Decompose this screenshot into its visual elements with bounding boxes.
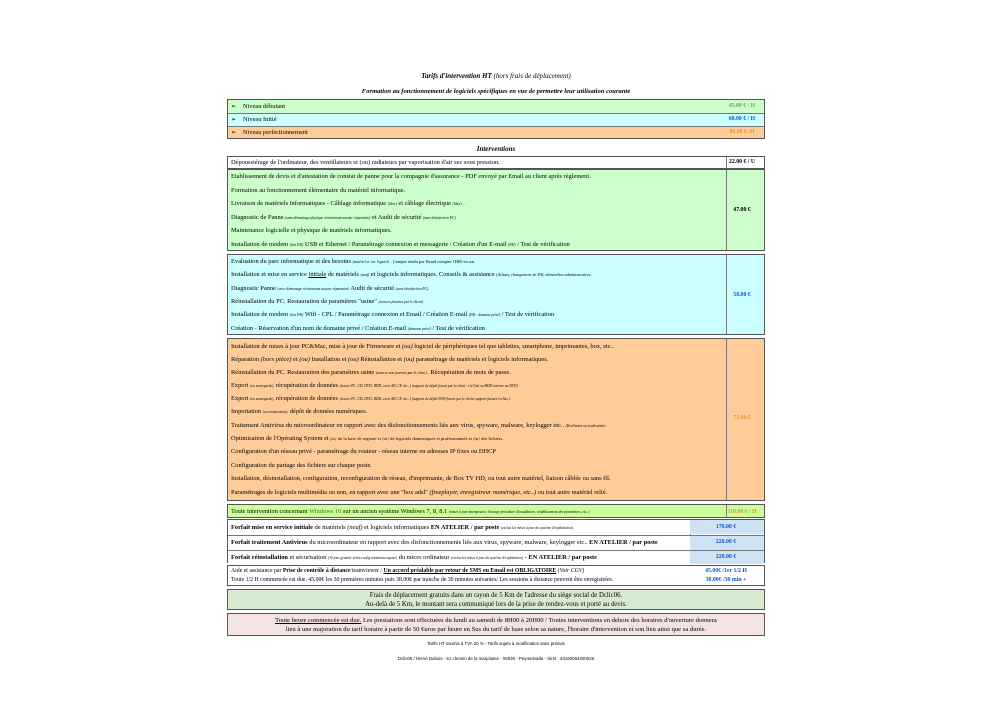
- travel-line-2: Au-delà de 5 Km, le montant sera communiqué lors de la prise de rendez-vous et porté au devis.: [365, 601, 627, 608]
- text: Importation: [231, 408, 262, 415]
- text: Diagnostic de Panne: [231, 214, 284, 221]
- text: de matériels: [327, 271, 359, 278]
- text: USB et Ethernet / Paramétrage connexion et messagerie / Création d'un E-mail: [304, 241, 507, 248]
- level-row-beginner: [228, 100, 764, 113]
- orange-line-12: [231, 489, 607, 496]
- text: Réparation: [231, 356, 260, 363]
- arrow-bullet-icon: ➢: [231, 115, 237, 123]
- text: Audit de sécurité: [350, 285, 395, 292]
- title-note: (hors frais de déplacement): [493, 72, 571, 80]
- text: et sécurisation: [289, 554, 327, 561]
- text: du micro ordinateur: [398, 554, 450, 561]
- orange-line-11: Installation, désinstallation, configuration, reconfiguration de réseau, d'imprimante, de Box TV HD, ou tout autre matériel, liaison câblée ou sans fil.: [231, 475, 611, 482]
- level-row-advanced: [228, 126, 764, 138]
- dusting-row-inner: [228, 157, 764, 168]
- orange-line-8: [231, 435, 503, 442]
- note: (ou): [299, 356, 310, 363]
- orange-price: 73.00 €: [733, 415, 751, 421]
- note: (ou): [401, 343, 413, 350]
- dusting-price: 22.00 € / U: [728, 158, 756, 165]
- text: Installation de mises à jour PC&Mac, mise à jour de Firmeware et: [231, 343, 401, 350]
- forfait-row: [228, 550, 764, 564]
- text: des fichiers.: [481, 436, 504, 441]
- page-subtitle: Formation au fonctionnement de logiciels spécifiques en vue de permettre leur utilisation courante: [361, 88, 631, 95]
- note: (exclus les mises à jour du système d'exploitation): [451, 556, 523, 560]
- forfait-text: [231, 524, 574, 531]
- text: et logiciels informatiques. Conseils & assistance: [370, 271, 495, 278]
- text: Toute intervention concernant: [231, 508, 308, 515]
- text: initiale: [308, 271, 327, 278]
- text: Wifi - CPL / Paramétrage connexion et Email / Création E-mail: [304, 311, 468, 318]
- level-price: 60.00 € / H: [728, 116, 756, 123]
- orange-line-5: [231, 395, 511, 402]
- note: (matériel et -ou- logiciel): [352, 260, 390, 264]
- text: Réinstallation et: [360, 356, 403, 363]
- forfait-text: [231, 539, 658, 546]
- forfait-price: 220.00 €: [715, 554, 737, 560]
- text: EN ATELIER / par poste: [589, 539, 658, 546]
- forfait-text: [231, 554, 597, 561]
- dusting-text: Dépoussiérage de l'ordinateur, des ventillateurs et (ou) radiateurs par vaporisation d'air sec sous pression.: [231, 158, 500, 166]
- text: récupération de données: [275, 382, 338, 389]
- orange-line-2: [231, 356, 548, 363]
- text: Forfait réinstallation: [231, 554, 288, 561]
- text: Réinstallation du PC. Restauration des paramètres usine: [231, 369, 375, 376]
- orange-line-9: Configuration d'un réseau privé - paramétrage du routeur - réseau interne en adresses IP fixes ou DHCP: [231, 448, 496, 455]
- level-label: [231, 117, 277, 123]
- text: du microordinateur en rapport avec des disfonctionnements liés aux virus, spyware, malware, keylogger etc..: [309, 539, 588, 546]
- windows-price: 110.00 € / H: [727, 509, 757, 515]
- travel-fees: [227, 589, 765, 610]
- note: (30 jour gratuite selon config minimum requise): [327, 556, 398, 560]
- text: logiciel de périphériques tel que tablettes, smartphone, imprimantes, box, etc..: [414, 343, 614, 350]
- hours-line-1: [228, 617, 764, 624]
- orange-line-7: [231, 422, 605, 429]
- text: Export: [231, 382, 249, 389]
- text: Forfait mise en service initiale: [231, 524, 313, 531]
- hours-line-2: lieu à une majoration du tarif horaire à partir de 50 €uros par heure en Sus du tarif de base selon sa nature, l'horaire d'intervention et son lieu ainsi que sa durée.: [285, 626, 707, 633]
- note: . Compte rendu par Email compter 1H00 en sus: [390, 259, 475, 264]
- note: (source PC, CD, DVD, HDD, carte SD, CF etc...) (support de dépôt NON fourni par le client, support facturé en Sus ).: [339, 397, 511, 401]
- green-line-6: [231, 241, 570, 248]
- forfaits-table: [227, 519, 765, 563]
- orange-line-4: [231, 382, 519, 389]
- note: (freeplayer, enregistreur numérique, etc..): [429, 489, 537, 496]
- travel-line-1: Frais de déplacement gratuits dans un rayon de 5 Km de l'adresse du siège social de Dclic06.: [369, 592, 623, 599]
- interventions-heading: Interventions: [476, 145, 516, 153]
- note: (sources non fournies par le client ): [375, 371, 428, 375]
- arrow-bullet-icon: ➢: [231, 102, 237, 110]
- opening-hours: [227, 613, 765, 636]
- note: (neuf): [360, 273, 370, 277]
- note: (ou sauvegarde),: [250, 397, 275, 401]
- note: (FAI): [508, 243, 516, 247]
- text: Toute heure commencée est due.: [275, 617, 362, 624]
- text: Paramétrages de logiciels multimédia ou non, en rapport avec une "box adsl": [231, 489, 428, 496]
- text: / Test de vérification: [501, 311, 555, 318]
- level-label: [231, 129, 308, 135]
- text: Installation et mise en service: [231, 271, 307, 278]
- level-row-initiated: [228, 113, 764, 126]
- text: Création - Réservation d'un nom de domaine privé / Création E-mail: [231, 325, 407, 332]
- blue-line-5: [231, 311, 554, 318]
- text: et Audit de sécurité: [371, 214, 422, 221]
- note: (sans démontage physique n'entrainant aucune réparation): [285, 216, 371, 220]
- group-orange: [227, 338, 765, 501]
- text: Evaluation du parc informatique et des besoins: [231, 258, 351, 265]
- text: Diagnostic Panne: [231, 285, 276, 292]
- note: (Achats, changement de FAI, démarches administratives,: [496, 272, 592, 277]
- text: teamviewer /: [351, 568, 383, 574]
- forfait-row: [228, 535, 764, 550]
- note: (ou): [382, 437, 389, 441]
- note: (libre): [387, 202, 397, 206]
- column-divider: [726, 157, 727, 168]
- note: (ou): [348, 356, 359, 363]
- windows-row: [227, 504, 765, 518]
- note: (sans désinfection PC).: [395, 287, 430, 291]
- text: de la base de registre et: [337, 436, 381, 441]
- text: / Test de vérification: [432, 325, 485, 332]
- dusting-row: [227, 156, 765, 169]
- note: (neuf): [347, 524, 363, 531]
- text: Prise de contrôle à distance: [282, 568, 351, 574]
- blue-price: 58.00 €: [733, 292, 751, 298]
- text: Forfait traitement Antivirus: [231, 539, 308, 546]
- level-price: 45.00 € / H: [728, 102, 756, 109]
- remote-line-2: Toute 1/2 H commencée est due. 45.00€ les 30 premières minutes puis 38.00€ par tranche de 30 minutes suivantes/ Les sessions à distance peuvent être enregistrées.: [231, 577, 614, 583]
- level-text: Niveau perfectionnement: [243, 128, 308, 136]
- note: (ou): [330, 437, 337, 441]
- note: (libre): [452, 202, 462, 206]
- page-title: [0, 72, 992, 80]
- text: Installation et: [311, 356, 347, 363]
- text: Optimisation de l'Opérating System et: [231, 435, 329, 442]
- note: (hors pièce): [260, 356, 292, 363]
- arrow-bullet-icon: ➢: [231, 128, 237, 136]
- levels-table: [227, 99, 765, 139]
- text: sur un ancien système Windows 7, 8, 8.1: [342, 508, 448, 515]
- note: (avec démontage n'entrainant aucune réparation): [277, 287, 350, 291]
- level-text: Niveau Initié: [243, 115, 277, 123]
- note: (box FAI): [289, 243, 304, 247]
- blue-line-2: [231, 271, 591, 278]
- blue-line-4: [231, 298, 425, 305]
- text: Windows 10: [309, 508, 342, 515]
- windows-text: [231, 508, 589, 515]
- green-price: 47.00 €: [733, 207, 751, 213]
- note: (ou): [473, 437, 480, 441]
- group-blue: [227, 254, 765, 335]
- text: Les prestations sont effectuées du lundi au samedi de 8H00 à 20H00 / Toutes interventions en dehors des horaires d'ouverture donnera: [362, 617, 717, 624]
- text: récupération de données: [275, 395, 338, 402]
- footer-vat-note: Tarifs HT soumis à TVA 20 % - Tarifs sujets à modification sans préavis: [427, 641, 565, 646]
- text: ou tout autre matériel relié.: [537, 489, 608, 496]
- remote-line-1: [231, 568, 584, 574]
- text: Export: [231, 395, 249, 402]
- note: (mises à jour intempestive, blocage procédure d'installation, rétablissement des paramètres, etc..): [448, 510, 590, 514]
- orange-line-10: Configuration du partage des fichiers sur chaque poste.: [231, 462, 372, 469]
- forfait-price: 170.00 €: [715, 524, 737, 530]
- remote-price-first: 45.00€ /1er 1/2 H: [705, 568, 747, 574]
- note: (Révélation ou éradication): [565, 424, 606, 428]
- note: (source PC, CD, DVD, HDD, carte SD, CF etc...) (support de dépôt fourni par le client - clé Usb ou HDD externe ou DVD).: [339, 384, 519, 388]
- note: (FAI - domaine privé): [468, 313, 501, 317]
- text: Livraison de matériels informatiques - Câblage informatique: [231, 200, 387, 207]
- text: Traitement Antivirus du microordinateur en rapport avec des disfonctionnements liés aux virus, spyware, malware, keylogger etc..: [231, 422, 565, 429]
- note: (sans désinfection PC).: [423, 216, 457, 220]
- orange-line-1: [231, 343, 614, 350]
- orange-line-3: [231, 369, 511, 376]
- text: de matériels: [314, 524, 346, 531]
- blue-line-1: [231, 258, 474, 265]
- green-line-2: Formation au fonctionnement élémentaire du matériel informatique.: [231, 187, 406, 194]
- remote-assistance: [227, 565, 765, 586]
- footer-address: Dclic06 / Hervé Dubois - 51 chemin de la marjolaine - 06530 - Peymeinade - Siret : 43160064200026: [397, 656, 595, 661]
- text: Un accord préalable par retour de SMS ou Email est OBLIGATOIRE: [383, 568, 557, 574]
- text: - EN ATELIER / par poste: [524, 554, 597, 561]
- blue-line-3: [231, 285, 429, 292]
- green-line-3: Livraison de matériels informatiques - Câblage informatique (libre) et câblage électrique (libre) .: [231, 200, 465, 207]
- forfait-price: 220.00 €: [715, 539, 737, 545]
- remote-price-next: 38.00€ /30 min +: [705, 577, 747, 583]
- text: Installation de modem: [231, 241, 289, 248]
- note: (ou restauration),: [262, 410, 289, 414]
- level-text: Niveau débutant: [243, 102, 286, 110]
- text: Aide et assistance par: [231, 568, 282, 574]
- title-text: Tarifs d'intervention HT: [421, 72, 492, 80]
- text: dépôt de données numériques.: [289, 408, 368, 415]
- note: (Voir CGV): [557, 568, 585, 574]
- note: (box FAI): [289, 313, 304, 317]
- text: de logiciels domestiques et professionnels et: [390, 436, 472, 441]
- level-label: [231, 103, 285, 109]
- text: paramétrage de matériels et logiciels informatiques.: [415, 356, 549, 363]
- text: . Récupération de mots de passe.: [427, 369, 511, 376]
- green-line-1: Etablissement de devis et d'attestation de constat de panne pour la compagnie d'assurance - PDF envoyé par Email au client après règlement.: [231, 173, 591, 180]
- level-price: 80.00 € /H: [729, 128, 755, 135]
- blue-line-6: [231, 325, 485, 332]
- text: et: [292, 356, 298, 363]
- text: / Test de vérification: [517, 241, 570, 248]
- note: (ou): [403, 356, 415, 363]
- text: Réinstallation du PC. Restauration de paramètres "usine": [231, 298, 377, 305]
- note: (ou sauvegarde),: [250, 384, 275, 388]
- text: et logiciels informatiques: [364, 524, 430, 531]
- text: EN ATELIER / par poste: [430, 524, 500, 531]
- orange-line-6: [231, 408, 367, 415]
- green-line-5: Maintenance logicielle et physique de matériels informatiques.: [231, 227, 392, 234]
- green-line-4: [231, 214, 456, 221]
- note: (sources fournies par le client) .: [378, 300, 425, 304]
- text: Installation de modem: [231, 311, 289, 318]
- text: et câblage électrique: [398, 200, 451, 207]
- forfait-row: [228, 520, 764, 534]
- group-green: [227, 169, 765, 251]
- note: (domaine privé): [407, 327, 431, 331]
- note: (exclus les mises à jour du système d'exploitation).: [501, 526, 574, 530]
